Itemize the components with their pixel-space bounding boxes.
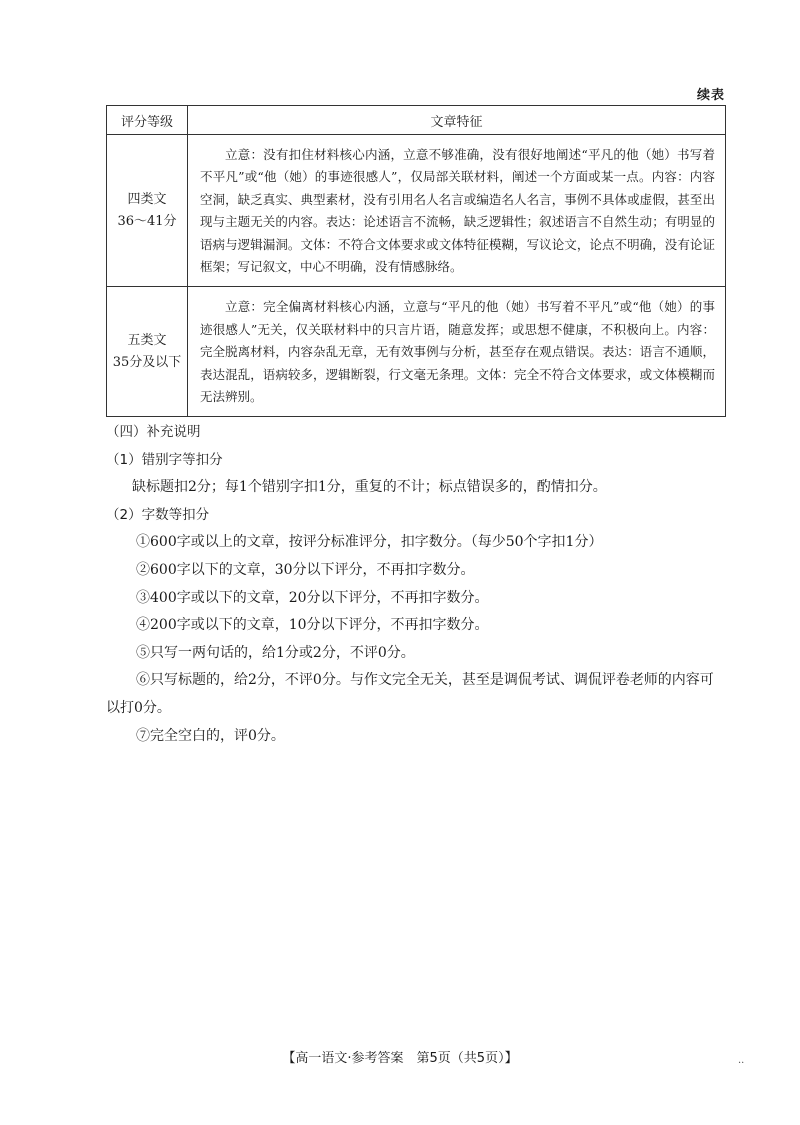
list-item: ⑦完全空白的，评0分。 <box>136 727 285 744</box>
grade-level-name: 五类文 <box>127 332 167 348</box>
page-footer: 【高一语文·参考答案 第5页（共5页）】 <box>282 1051 518 1066</box>
grade-level-cell <box>107 287 188 417</box>
list-item: ①600字或以上的文章，按评分标准评分，扣字数分。（每少50个字扣1分） <box>136 534 603 551</box>
grading-criteria-table <box>106 105 726 417</box>
list-item-text: ⑥只写标题的，给2分，不评0分。与作文完全无关，甚至是调侃考试、调侃评卷老师的内容可以打0分。 <box>106 672 714 716</box>
table-continued-label: 续表 <box>696 88 725 103</box>
grade-level-cell <box>107 135 188 287</box>
grade-level-name: 四类文 <box>127 191 167 207</box>
table-row <box>107 135 726 287</box>
header-article-features: 文章特征 <box>188 106 726 135</box>
grade-description: 立意：没有扣住材料核心内涵，立意不够准确，没有很好地阐述“平凡的他（她）书写着不平凡”或“他（她）的事迹很感人”，仅局部关联材料，阐述一个方面或某一点。内容：内容空洞，缺乏真实、典型素材，没有引用名人名言或编造名人名言，事例不具体或虚假，甚至出现与主题无关的内容。表达：论述语言不流畅，缺乏逻辑性；叙述语言不自然生动；有明显的语病与逻辑漏洞。文体：不符合文体要求或文体特征模糊，写议论文，论点不明确，没有论证框架；写记叙文，中心不明确，没有情感脉络。 <box>188 135 726 287</box>
header-grade-level: 评分等级 <box>107 106 188 135</box>
list-item: ③400字或以下的文章，20分以下评分，不再扣字数分。 <box>136 589 489 606</box>
typo-deduction-text: 缺标题扣2分；每1个错别字扣1分，重复的不计；标点错误多的，酌情扣分。 <box>132 479 607 496</box>
corner-mark: ·· <box>738 1058 745 1069</box>
grade-description: 立意：完全偏离材料核心内涵，立意与“平凡的他（她）书写着不平凡”或“他（她）的事迹很感人”无关，仅关联材料中的只言片语，随意发挥；或思想不健康，不积极向上。内容：完全脱离材料，内容杂乱无章，无有效事例与分析，甚至存在观点错误。表达：语言不通顺，表达混乱，语病较多，逻辑断裂，行文毫无条理。文体：完全不符合文体要求，或文体模糊而无法辨别。 <box>188 287 726 417</box>
section-title: （四）补充说明 <box>106 424 201 440</box>
table-row <box>107 287 726 417</box>
word-count-deduction-title: （2）字数等扣分 <box>106 506 210 523</box>
grade-level-range: 36～41分 <box>117 213 177 229</box>
grade-level-range: 35分及以下 <box>112 354 182 370</box>
table-header-row <box>107 106 726 135</box>
list-item <box>106 667 726 722</box>
list-item: ④200字或以下的文章，10分以下评分，不再扣字数分。 <box>136 617 489 634</box>
typo-deduction-title: （1）错别字等扣分 <box>106 451 223 468</box>
list-item: ②600字以下的文章，30分以下评分，不再扣字数分。 <box>136 561 475 578</box>
list-item: ⑤只写一两句话的，给1分或2分，不评0分。 <box>136 644 415 661</box>
supplementary-notes <box>106 419 726 750</box>
